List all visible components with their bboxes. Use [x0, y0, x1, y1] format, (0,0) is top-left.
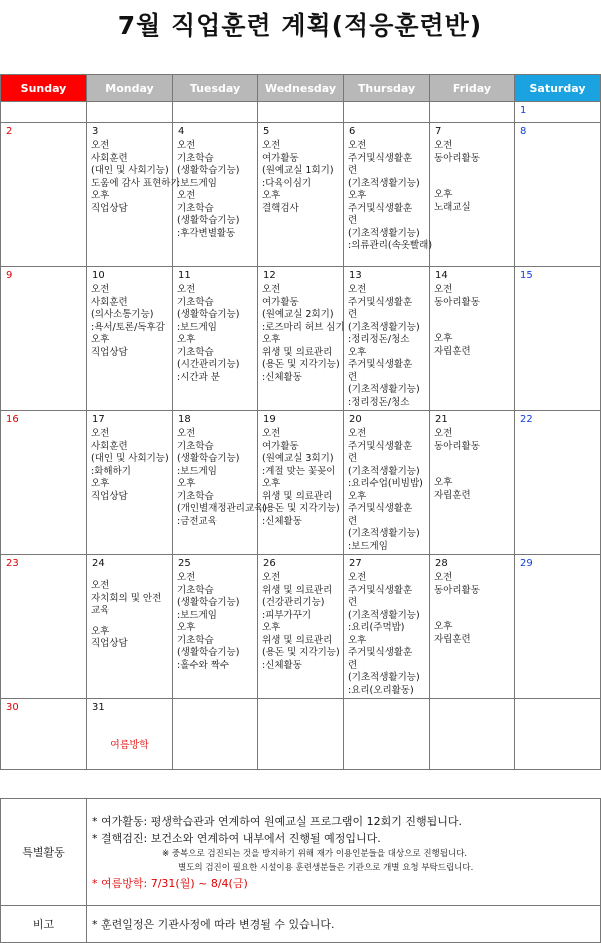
schedule-line: 기초학습 [177, 490, 214, 502]
schedule-line: 오후 [177, 622, 196, 633]
spacer [434, 181, 514, 189]
day-cell [344, 123, 433, 267]
spacer [434, 309, 514, 317]
schedule-lines [344, 282, 429, 409]
schedule-line: 기초학습 [177, 296, 214, 308]
schedule-lines [173, 138, 257, 240]
schedule-line: 련 [348, 215, 358, 226]
day-number [173, 102, 257, 105]
schedule-line: 오전 [262, 284, 281, 295]
day-number: 9 [6, 270, 13, 281]
spacer [91, 572, 172, 580]
day-cell [87, 123, 180, 267]
day-cell [344, 411, 430, 555]
header-sunday: Sunday [1, 75, 87, 102]
schedule-line: 오전 [262, 572, 281, 583]
schedule-line: 오전 [434, 428, 453, 439]
day-number: 23 [6, 558, 19, 569]
schedule-lines [173, 282, 257, 384]
schedule-line: 주거및식생활훈 [348, 296, 413, 308]
day-cell [1, 267, 87, 411]
schedule-line: 도움에 감사 표현하기 [91, 177, 180, 189]
day-cell [515, 699, 601, 770]
spacer [91, 618, 172, 626]
schedule-lines [87, 570, 172, 651]
day-cell [515, 411, 601, 555]
day-cell [515, 555, 601, 699]
schedule-line: (생활학습기능) [177, 165, 240, 176]
vacation-label: 여름방학 [110, 740, 149, 751]
spacer [434, 469, 514, 477]
schedule-line: (기초적생활기능) [348, 384, 420, 395]
schedule-lines [430, 570, 514, 646]
schedule-line: 오후 [348, 346, 367, 358]
schedule-line: 위생 및 의료관리 [262, 490, 333, 502]
day-cell [430, 102, 515, 123]
day-number: 5 [263, 126, 270, 137]
day-cell [87, 102, 173, 123]
schedule-line: 오전 [434, 284, 453, 295]
schedule-line: 주거및식생활훈 [348, 584, 413, 596]
schedule-line: 노래교실 [434, 201, 471, 213]
day-cell [258, 699, 344, 770]
schedule-line: :피부가꾸기 [262, 609, 312, 621]
header-wednesday: Wednesday [258, 75, 344, 102]
schedule-line: 오후 [262, 334, 281, 345]
schedule-line: 오전 [91, 284, 110, 295]
schedule-line: (기초적생활기능) [348, 609, 420, 621]
schedule-line: 오전 [348, 284, 367, 295]
schedule-line: :신체활동 [262, 515, 302, 527]
spacer [434, 173, 514, 181]
schedule-line: (개인별재정관리교육) [177, 503, 268, 514]
day-number [258, 102, 343, 105]
special-activities-label: 특별활동 [1, 799, 87, 906]
schedule-line: 오전 [177, 284, 196, 295]
schedule-lines [258, 426, 343, 528]
day-cell [344, 555, 430, 699]
schedule-lines [430, 426, 514, 502]
header-friday: Friday [430, 75, 515, 102]
day-cell [344, 267, 430, 411]
schedule-line: :보드게임 [177, 465, 217, 477]
schedule-line: 주거및식생활훈 [348, 647, 413, 658]
schedule-line: 오전 [91, 428, 110, 439]
schedule-line: (용돈 및 지각기능) [262, 359, 340, 370]
schedule-line: 위생 및 의료관리 [262, 584, 333, 596]
day-cell [430, 123, 515, 267]
day-number: 12 [263, 270, 276, 281]
schedule-line: :요리(오리활동) [348, 684, 414, 696]
day-cell [1, 102, 87, 123]
day-number: 24 [92, 558, 105, 569]
schedule-line: 오후 [434, 333, 453, 344]
schedule-line: (의사소통기능) [91, 309, 154, 320]
spacer [434, 461, 514, 469]
schedule-line: 련 [348, 165, 358, 176]
schedule-line: :로즈마리 허브 심기 [262, 321, 345, 333]
day-cell [515, 123, 601, 267]
schedule-line: 동아리활동 [434, 440, 480, 452]
schedule-line: (기초적생활기능) [348, 672, 420, 683]
calendar-week [1, 123, 601, 267]
schedule-line: :화해하기 [91, 465, 131, 477]
schedule-line: 직업상담 [91, 346, 128, 358]
schedule-line: 주거및식생활훈 [348, 503, 413, 514]
schedule-line: 직업상담 [91, 638, 128, 649]
schedule-line: 직업상담 [91, 202, 128, 214]
schedule-line: 위생 및 의료관리 [262, 346, 333, 358]
schedule-line: 기초학습 [177, 152, 214, 164]
header-thursday: Thursday [344, 75, 430, 102]
schedule-line: 주거및식생활훈 [348, 359, 413, 370]
day-cell [344, 102, 430, 123]
schedule-line: (건강관리기능) [262, 597, 325, 608]
schedule-line: :보드게임 [177, 321, 217, 333]
day-number: 2 [6, 126, 13, 137]
schedule-line: :신체활동 [262, 659, 302, 671]
schedule-line: (생활학습기능) [177, 309, 240, 320]
day-number: 15 [520, 270, 533, 281]
schedule-line: :신체활동 [262, 371, 302, 383]
schedule-line: 주거및식생활훈 [348, 202, 413, 214]
day-number: 3 [92, 126, 99, 137]
day-cell [1, 411, 87, 555]
schedule-line: 여가활동 [262, 440, 299, 452]
schedule-line: (기초적생활기능) [348, 227, 420, 239]
notes-table [0, 798, 601, 943]
note-line: ※ 중복으로 검진되는 것을 방지하기 위해 재가 이용인분들을 대상으로 진행됩니다. [162, 848, 468, 859]
schedule-lines [430, 138, 514, 214]
schedule-line: (생활학습기능) [177, 215, 240, 226]
schedule-line: 오전 [91, 140, 110, 151]
schedule-line: 오후 [262, 190, 281, 201]
schedule-line: :정리정돈/청소 [348, 396, 410, 408]
vacation-note: * 여름방학: 7/31(월) ~ 8/4(금) [92, 876, 248, 890]
day-number: 18 [178, 414, 191, 425]
note-line: * 여가활동: 평생학습관과 연계하여 원예교실 프로그램이 12회기 진행됩니다. [92, 814, 462, 828]
schedule-line: :보드게임 [177, 609, 217, 621]
schedule-line: 위생 및 의료관리 [262, 634, 333, 646]
weekday-header-row [1, 75, 601, 102]
special-activities-row [1, 799, 601, 906]
schedule-line: (원예교실 3회기) [262, 453, 334, 464]
schedule-lines [258, 282, 343, 384]
day-number: 16 [6, 414, 19, 425]
day-number: 27 [349, 558, 362, 569]
note-line: 별도의 검진이 필요한 시설이용 훈련생분들은 기관으로 개별 요청 부탁드립니다. [178, 862, 474, 873]
schedule-line: 오전 [348, 428, 367, 439]
schedule-line: 사회훈련 [91, 440, 128, 452]
schedule-line: 련 [348, 309, 358, 320]
day-cell [173, 267, 258, 411]
schedule-line: (원예교실 1회기) [262, 165, 334, 176]
schedule-line: 오후 [91, 334, 110, 345]
remark-label: 비고 [1, 906, 87, 943]
day-cell [173, 699, 258, 770]
schedule-line: 주거및식생활훈 [348, 440, 413, 452]
day-number: 10 [92, 270, 105, 281]
schedule-line: :금전교육 [177, 515, 217, 527]
day-number: 7 [435, 126, 442, 137]
schedule-line: :요리(주먹밥) [348, 622, 405, 633]
spacer [434, 597, 514, 605]
schedule-line: 오전 [262, 140, 281, 151]
schedule-line: :보드게임 [348, 540, 388, 552]
day-number: 21 [435, 414, 448, 425]
schedule-line: 오후 [434, 621, 453, 632]
day-cell [1, 699, 87, 770]
day-cell [258, 123, 344, 267]
schedule-line: 련 [348, 453, 358, 464]
schedule-line: (기초적생활기능) [348, 465, 420, 477]
schedule-line: 사회훈련 [91, 152, 128, 164]
schedule-line: 오전 [177, 140, 196, 151]
schedule-line: (원예교실 2회기) [262, 309, 334, 320]
schedule-line: 오후 [262, 622, 281, 633]
calendar-week [1, 555, 601, 699]
schedule-line: 오후 [348, 634, 367, 646]
calendar-week [1, 102, 601, 123]
schedule-line: (시간관리기능) [177, 359, 240, 370]
schedule-lines [344, 570, 429, 697]
schedule-line: :요리수업(비빔밥) [348, 478, 423, 489]
spacer [434, 325, 514, 333]
schedule-line: 기초학습 [177, 346, 214, 358]
schedule-line: 기초학습 [177, 440, 214, 452]
day-number: 29 [520, 558, 533, 569]
schedule-line: (생활학습기능) [177, 453, 240, 464]
day-number: 19 [263, 414, 276, 425]
schedule-line: 오후 [348, 190, 367, 201]
schedule-line: :욕서/토론/독후감 [91, 321, 165, 333]
day-number: 20 [349, 414, 362, 425]
schedule-line: 자치회의 및 안전 [91, 592, 162, 604]
spacer [434, 605, 514, 613]
schedule-line: (대인 및 사회기능) [91, 453, 169, 464]
schedule-lines [87, 282, 172, 359]
schedule-line: 동아리활동 [434, 584, 480, 596]
day-cell [515, 102, 601, 123]
schedule-line: :의류관리(속옷빨래) [348, 240, 433, 251]
day-cell [173, 123, 258, 267]
day-number: 13 [349, 270, 362, 281]
day-cell [430, 267, 515, 411]
day-cell [173, 555, 258, 699]
schedule-line: (용돈 및 지각기능) [262, 503, 340, 514]
day-number: 31 [92, 702, 105, 713]
spacer [434, 613, 514, 621]
day-cell [515, 267, 601, 411]
day-number: 4 [178, 126, 185, 137]
day-number [87, 102, 172, 105]
schedule-line: 련 [348, 659, 358, 671]
schedule-line: 오전 [434, 140, 453, 151]
schedule-line: 여가활동 [262, 152, 299, 164]
calendar-table [0, 74, 601, 770]
day-cell [87, 699, 173, 770]
header-tuesday: Tuesday [173, 75, 258, 102]
day-cell [258, 411, 344, 555]
schedule-line: 련 [348, 515, 358, 527]
schedule-line: :정리정돈/청소 [348, 334, 410, 345]
schedule-line: 여가활동 [262, 296, 299, 308]
day-number: 22 [520, 414, 533, 425]
day-number [344, 102, 429, 105]
schedule-line: 기초학습 [177, 634, 214, 646]
spacer [434, 165, 514, 173]
day-number: 6 [349, 126, 356, 137]
schedule-line: 오전 [434, 572, 453, 583]
schedule-line: 자립훈련 [434, 489, 471, 501]
schedule-line: 직업상담 [91, 490, 128, 502]
day-cell [87, 555, 173, 699]
schedule-line: (대인 및 사회기능) [91, 165, 169, 176]
schedule-lines [258, 570, 343, 672]
day-cell [258, 555, 344, 699]
schedule-line: (용돈 및 지각기능) [262, 647, 340, 658]
schedule-line: :다육이심기 [262, 177, 312, 189]
day-cell [173, 411, 268, 555]
schedule-line: 기초학습 [177, 584, 214, 596]
schedule-line: 련 [348, 597, 358, 608]
schedule-line: :보드게임 [177, 177, 217, 189]
day-cell [173, 102, 258, 123]
spacer [434, 317, 514, 325]
schedule-line: 교육 [91, 605, 110, 616]
schedule-lines [344, 138, 433, 253]
remark-body [87, 906, 601, 943]
day-number: 14 [435, 270, 448, 281]
day-cell [430, 411, 515, 555]
schedule-line: 오후 [348, 490, 367, 502]
schedule-line: 오후 [177, 478, 196, 489]
schedule-lines [173, 426, 268, 528]
day-cell [1, 123, 87, 267]
day-number [1, 102, 86, 105]
day-number: 28 [435, 558, 448, 569]
page-title: 7월 직업훈련 계획(적응훈련반) [117, 11, 483, 40]
day-number: 30 [6, 702, 19, 713]
calendar-week [1, 411, 601, 555]
special-activities-body [87, 799, 601, 906]
schedule-line: (기초적생활기능) [348, 528, 420, 539]
schedule-line: 오후 [434, 189, 453, 200]
calendar-week-last [1, 699, 601, 770]
schedule-line: 오후 [434, 477, 453, 488]
schedule-line: 결핵검사 [262, 202, 299, 214]
schedule-line: 오전 [177, 572, 196, 583]
schedule-line: 오전 [348, 140, 367, 151]
schedule-line: 오후 [91, 478, 110, 489]
schedule-line: (기초적생활기능) [348, 177, 420, 189]
schedule-line: 련 [348, 371, 358, 383]
day-cell [258, 102, 344, 123]
schedule-line: 오전 [177, 190, 196, 201]
day-number: 17 [92, 414, 105, 425]
remark-row [1, 906, 601, 943]
schedule-line: 오후 [91, 190, 110, 201]
spacer [434, 453, 514, 461]
day-number: 8 [520, 126, 527, 137]
calendar-week [1, 267, 601, 411]
day-cell [430, 699, 515, 770]
day-number: 26 [263, 558, 276, 569]
schedule-line: 오후 [177, 334, 196, 345]
day-cell [258, 267, 344, 411]
schedule-line: :홀수와 짝수 [177, 659, 230, 671]
schedule-line: :계절 맞는 꽃꽂이 [262, 465, 336, 477]
schedule-lines [344, 426, 429, 553]
schedule-lines [430, 282, 514, 358]
schedule-lines [87, 426, 172, 503]
schedule-line: (생활학습기능) [177, 597, 240, 608]
schedule-line: 주거및식생활훈 [348, 152, 413, 164]
schedule-line: (기초적생활기능) [348, 321, 420, 333]
day-cell [87, 411, 173, 555]
day-cell [430, 555, 515, 699]
schedule-line: 오전 [177, 428, 196, 439]
schedule-line: 자립훈련 [434, 633, 471, 645]
day-cell [344, 699, 430, 770]
schedule-line: 동아리활동 [434, 152, 480, 164]
schedule-lines [258, 138, 343, 215]
schedule-line: 동아리활동 [434, 296, 480, 308]
day-number: 25 [178, 558, 191, 569]
header-monday: Monday [87, 75, 173, 102]
day-number: 11 [178, 270, 191, 281]
day-number: 1 [520, 105, 527, 116]
schedule-line: 자립훈련 [434, 345, 471, 357]
schedule-line: (생활학습기능) [177, 647, 240, 658]
day-cell [87, 267, 173, 411]
note-line: * 결핵검진: 보건소와 연계하여 내부에서 진행될 예정입니다. [92, 831, 381, 845]
schedule-line: 기초학습 [177, 202, 214, 214]
schedule-line: 오전 [348, 572, 367, 583]
schedule-lines [87, 138, 180, 215]
schedule-lines [173, 570, 257, 672]
header-saturday: Saturday [515, 75, 601, 102]
schedule-line: :후각변별활동 [177, 227, 236, 239]
schedule-line: 오후 [91, 625, 110, 637]
schedule-line: 사회훈련 [91, 296, 128, 308]
schedule-line: 오후 [262, 478, 281, 489]
schedule-line: :시간과 분 [177, 371, 220, 383]
schedule-line: 오전 [262, 428, 281, 439]
day-cell [1, 555, 87, 699]
schedule-line: 오전 [91, 580, 110, 591]
remark-text: * 훈련일정은 기관사정에 따라 변경될 수 있습니다. [92, 917, 335, 931]
day-number [430, 102, 514, 105]
